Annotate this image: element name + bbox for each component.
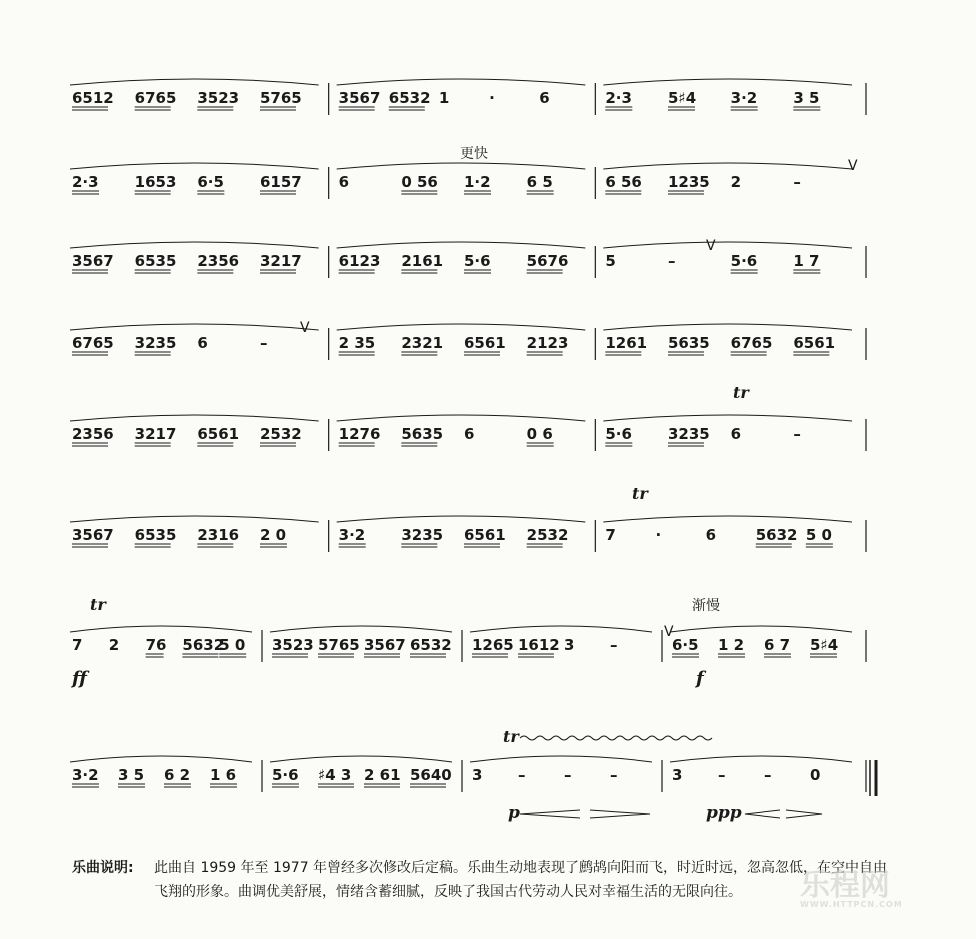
note-group: 5676 bbox=[526, 252, 569, 270]
note-group: 3567 bbox=[338, 89, 381, 107]
note-group: 2·3 bbox=[605, 89, 632, 107]
note-group: 1261 bbox=[605, 334, 648, 352]
note-group: ♯4 3 bbox=[318, 766, 352, 784]
breath-mark: V bbox=[664, 624, 674, 640]
trill-marking: tr bbox=[632, 484, 648, 503]
note-group: 6561 bbox=[197, 425, 240, 443]
dynamic-ppp: ppp bbox=[706, 803, 742, 823]
note-group: 5765 bbox=[318, 636, 360, 654]
note-group: 6532 bbox=[388, 89, 431, 107]
note-group: 5 0 bbox=[219, 636, 246, 654]
note-group: 6·5 bbox=[197, 173, 224, 191]
note-group: 2·3 bbox=[72, 173, 99, 191]
crescendo-hairpin bbox=[745, 810, 780, 818]
trill-marking: tr bbox=[503, 727, 519, 746]
note-group: 2532 bbox=[260, 425, 302, 443]
note-group: 6·5 bbox=[672, 636, 699, 654]
note-group: 6 56 bbox=[605, 173, 642, 191]
note-group: 2532 bbox=[526, 526, 569, 544]
note-group: – bbox=[718, 766, 726, 784]
note-group: 3235 bbox=[668, 425, 710, 443]
note-group: 1612 bbox=[518, 636, 560, 654]
note-group: – bbox=[764, 766, 772, 784]
note-group: 2356 bbox=[197, 252, 240, 270]
note-group: 7 bbox=[605, 526, 616, 544]
note-group: 3 5 bbox=[118, 766, 145, 784]
note-group: 6123 bbox=[338, 252, 381, 270]
trill-marking: tr bbox=[90, 595, 106, 614]
note-group: 5♯4 bbox=[668, 89, 697, 107]
trill-marking: tr bbox=[733, 383, 749, 402]
note-group: 2 0 bbox=[260, 526, 287, 544]
note-group: 2161 bbox=[401, 252, 444, 270]
note-group: 1 7 bbox=[793, 252, 820, 270]
tempo-faster-marking: 更快 bbox=[460, 146, 488, 162]
note-group: 6561 bbox=[793, 334, 836, 352]
tempo-slower-marking: 渐慢 bbox=[692, 598, 720, 614]
note-group: 6765 bbox=[134, 89, 177, 107]
note-group: 76 bbox=[145, 636, 167, 654]
slur bbox=[337, 415, 586, 421]
note-group: 6561 bbox=[464, 334, 506, 352]
slur bbox=[337, 242, 586, 248]
note-group: 2123 bbox=[526, 334, 569, 352]
slur bbox=[337, 324, 586, 330]
note-group: 2 35 bbox=[338, 334, 376, 352]
slur bbox=[70, 163, 319, 169]
dynamic-p: p bbox=[508, 803, 520, 823]
slur bbox=[337, 79, 586, 85]
breath-mark: V bbox=[848, 158, 858, 174]
note-group: 0 6 bbox=[526, 425, 553, 443]
note-group: – bbox=[518, 766, 526, 784]
note-group: – bbox=[610, 766, 618, 784]
note-group: 3523 bbox=[197, 89, 240, 107]
slur bbox=[603, 79, 852, 85]
note-group: 5632 bbox=[755, 526, 798, 544]
note-group: 6 bbox=[705, 526, 717, 544]
slur bbox=[70, 626, 252, 632]
music-description bbox=[72, 856, 892, 904]
note-group: 3·2 bbox=[338, 526, 366, 544]
note-group: 6157 bbox=[260, 173, 302, 191]
note-group: 3567 bbox=[72, 526, 114, 544]
note-group: 5·6 bbox=[272, 766, 299, 784]
note-group: 2356 bbox=[72, 425, 114, 443]
note-group: 5·6 bbox=[730, 252, 758, 270]
note-group: 0 bbox=[810, 766, 821, 784]
note-group: 6 5 bbox=[526, 173, 553, 191]
note-group: 2 bbox=[108, 636, 120, 654]
trill-wavy-line bbox=[520, 736, 712, 740]
note-group: – bbox=[564, 766, 572, 784]
slur bbox=[603, 516, 852, 522]
note-group: 1 bbox=[438, 89, 450, 107]
note-group: 3217 bbox=[260, 252, 302, 270]
slur bbox=[603, 163, 852, 169]
description-text: 此曲自 1959 年至 1977 年曾经多次修改后定稿。乐曲生动地表现了鹧鸪向阳而飞，时近时远，忽高忽低，在空中自由飞翔的形象。曲调优美舒展，情绪含蓄细腻，反映了我国古代劳动人民对幸福生活的无限向往。 bbox=[154, 860, 888, 900]
note-group: 3523 bbox=[272, 636, 314, 654]
note-group: 1235 bbox=[668, 173, 710, 191]
note-group: 6535 bbox=[134, 526, 177, 544]
note-group: 3·2 bbox=[730, 89, 758, 107]
note-group: 2321 bbox=[401, 334, 444, 352]
slur bbox=[70, 242, 319, 248]
note-group: 3·2 bbox=[72, 766, 99, 784]
dynamic-ff: ff bbox=[72, 668, 87, 689]
note-group: 3235 bbox=[134, 334, 177, 352]
note-group: 5·6 bbox=[605, 425, 632, 443]
slur bbox=[70, 79, 319, 85]
note-group: 6 bbox=[338, 173, 350, 191]
note-group: 2316 bbox=[197, 526, 240, 544]
note-group: 5♯4 bbox=[810, 636, 839, 654]
watermark-url: WWW.HTTPCN.COM bbox=[800, 900, 903, 909]
note-group: 6512 bbox=[72, 89, 114, 107]
note-group: 5632 bbox=[182, 636, 225, 654]
note-group: 5640 bbox=[410, 766, 452, 784]
note-group: 1653 bbox=[134, 173, 177, 191]
note-group: 6561 bbox=[464, 526, 506, 544]
note-group: – bbox=[793, 173, 801, 191]
note-group: 3235 bbox=[401, 526, 444, 544]
description-label: 乐曲说明: bbox=[72, 860, 134, 876]
note-group: 7 bbox=[72, 636, 83, 654]
slur bbox=[70, 324, 319, 330]
note-group: 6 bbox=[197, 334, 208, 352]
slur bbox=[603, 324, 852, 330]
slur bbox=[670, 626, 852, 632]
note-group: 6535 bbox=[134, 252, 177, 270]
slur bbox=[70, 756, 252, 762]
note-group: 1276 bbox=[338, 425, 381, 443]
breath-mark: V bbox=[300, 320, 310, 336]
note-group: 3 bbox=[564, 636, 575, 654]
note-group: 5 0 bbox=[805, 526, 832, 544]
crescendo-hairpin bbox=[520, 810, 580, 818]
note-group: 2 61 bbox=[364, 766, 401, 784]
breath-mark: V bbox=[706, 238, 716, 254]
note-group: 5·6 bbox=[464, 252, 491, 270]
slur bbox=[670, 756, 852, 762]
slur bbox=[70, 516, 319, 522]
note-group: 1·2 bbox=[464, 173, 491, 191]
slur bbox=[270, 756, 452, 762]
note-group: 6 bbox=[539, 89, 550, 107]
note-group: 6 bbox=[464, 425, 475, 443]
slur bbox=[603, 415, 852, 421]
watermark-logo bbox=[800, 860, 960, 930]
note-group: 3 5 bbox=[793, 89, 820, 107]
watermark-logo-text: 乐程网 bbox=[800, 868, 890, 903]
note-group: 2 bbox=[730, 173, 742, 191]
note-group: 0 56 bbox=[401, 173, 438, 191]
slur bbox=[270, 626, 452, 632]
slur bbox=[337, 516, 586, 522]
note-group: 3 bbox=[672, 766, 683, 784]
note-group: 6 2 bbox=[164, 766, 191, 784]
note-group: – bbox=[668, 252, 676, 270]
note-group: 6765 bbox=[730, 334, 773, 352]
note-group: 1265 bbox=[472, 636, 514, 654]
note-group: · bbox=[655, 526, 662, 544]
slur bbox=[70, 415, 319, 421]
slur bbox=[470, 756, 652, 762]
note-group: 3567 bbox=[72, 252, 114, 270]
note-group: 5 bbox=[605, 252, 616, 270]
decrescendo-hairpin bbox=[786, 810, 822, 818]
note-group: – bbox=[260, 334, 268, 352]
note-group: 6 bbox=[730, 425, 742, 443]
note-group: 6 7 bbox=[764, 636, 791, 654]
note-group: · bbox=[489, 89, 495, 107]
note-group: – bbox=[793, 425, 801, 443]
slur bbox=[603, 242, 852, 248]
dynamic-f: f bbox=[696, 668, 704, 689]
decrescendo-hairpin bbox=[590, 810, 650, 818]
note-group: 6532 bbox=[410, 636, 452, 654]
note-group: 3567 bbox=[364, 636, 406, 654]
note-group: 1 6 bbox=[210, 766, 237, 784]
note-group: 6765 bbox=[72, 334, 114, 352]
note-group: 3217 bbox=[134, 425, 177, 443]
note-group: – bbox=[610, 636, 618, 654]
note-group: 3 bbox=[472, 766, 483, 784]
note-group: 5635 bbox=[668, 334, 710, 352]
slur bbox=[337, 163, 586, 169]
note-group: 5765 bbox=[260, 89, 302, 107]
note-group: 1 2 bbox=[718, 636, 745, 654]
note-group: 5635 bbox=[401, 425, 444, 443]
slur bbox=[470, 626, 652, 632]
